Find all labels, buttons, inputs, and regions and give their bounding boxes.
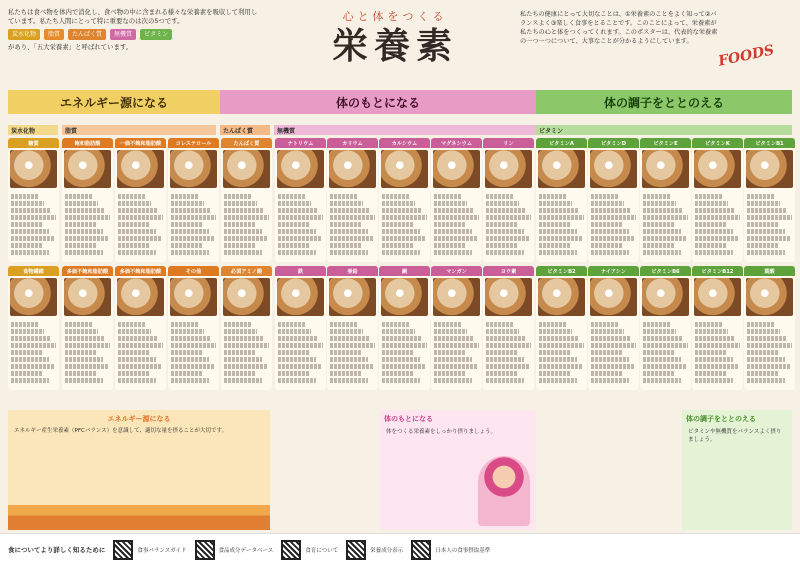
title-block <box>305 8 485 68</box>
nutrient-card-text <box>640 190 691 259</box>
nutrient-card-text <box>221 318 272 387</box>
nutrient-card <box>744 138 795 262</box>
nutrient-card <box>692 266 743 390</box>
nutrient-card-label: ビタミンK <box>692 138 743 148</box>
nutrient-card <box>327 138 378 262</box>
nutrient-card-label: ビタミンA <box>536 138 587 148</box>
nutrient-tags <box>8 29 260 40</box>
nutrient-card <box>221 138 272 262</box>
nutrient-card-text <box>379 318 430 387</box>
nutrient-card-text <box>327 190 378 259</box>
nutrient-card-label: 鉄 <box>275 266 326 276</box>
nutrient-card-text <box>275 190 326 259</box>
nutrient-card-text <box>168 318 219 387</box>
nutrient-card-label: ビタミンE <box>640 138 691 148</box>
nutrient-card-label: 必須アミノ酸 <box>221 266 272 276</box>
food-photo <box>590 150 637 188</box>
tag-carb: 炭水化物 <box>8 29 40 40</box>
food-photo <box>694 150 741 188</box>
nutrient-card-text <box>744 190 795 259</box>
subband-fat: 脂質 <box>62 125 216 135</box>
band-body: 体のもとになる <box>220 90 536 114</box>
condition-summary-text: ビタミンや無機質をバランスよく摂りましょう。 <box>688 429 782 443</box>
band-condition: 体の調子をととのえる <box>536 90 792 114</box>
nutrient-card-label: 葉酸 <box>744 266 795 276</box>
nutrient-card-label: コレステロール <box>168 138 219 148</box>
nutrient-card <box>536 138 587 262</box>
nutrient-card-label: 飽和脂肪酸 <box>62 138 113 148</box>
tag-fat: 脂質 <box>44 29 64 40</box>
nutrient-card-label: マグネシウム <box>431 138 482 148</box>
nutrient-card-label: 亜鉛 <box>327 266 378 276</box>
nutrient-card-text <box>536 190 587 259</box>
nutrient-card <box>8 266 59 390</box>
nutrient-card-text <box>483 318 534 387</box>
nutrient-card-text <box>692 318 743 387</box>
footer-bar <box>0 533 800 565</box>
food-photo <box>590 278 637 316</box>
condition-summary-title: 体の調子をととのえる <box>686 415 756 423</box>
nutrient-card-label: マンガン <box>431 266 482 276</box>
nutrient-card-label: ビタミンB2 <box>536 266 587 276</box>
nutrient-card-text <box>483 190 534 259</box>
foods-logo-text: FOODS <box>716 42 776 70</box>
energy-summary-text: エネルギー産生栄養素（PFCバランス）を意識して、適切な量を摂ることが大切です。 <box>14 428 228 434</box>
nutrient-card-label: ヨウ素 <box>483 266 534 276</box>
nutrient-card-text <box>692 190 743 259</box>
nutrient-card-text <box>8 318 59 387</box>
nutrient-card <box>115 138 166 262</box>
food-photo <box>170 278 217 316</box>
nutrient-card <box>168 266 219 390</box>
nutrient-card-text <box>379 190 430 259</box>
intro-panel <box>8 8 260 52</box>
nutrient-card-label: ビタミンB6 <box>640 266 691 276</box>
nutrient-card <box>483 138 534 262</box>
nutrient-card-label: カリウム <box>327 138 378 148</box>
body-summary-text: 体をつくる栄養素をしっかり摂りましょう。 <box>386 429 497 435</box>
nutrient-card-label: カルシウム <box>379 138 430 148</box>
nutrient-card <box>62 266 113 390</box>
right-extra-panel <box>540 410 678 530</box>
nutrient-card-text <box>588 190 639 259</box>
band-energy: エネルギー源になる <box>8 90 220 114</box>
food-photo <box>170 150 217 188</box>
food-photo <box>223 278 270 316</box>
nutrient-card-text <box>221 190 272 259</box>
nutrient-card-label: 多価不飽和脂肪酸 <box>62 266 113 276</box>
nutrient-card-label: リン <box>483 138 534 148</box>
nutrient-card-label: 一価不飽和脂肪酸 <box>115 138 166 148</box>
subband-protein: たんぱく質 <box>220 125 270 135</box>
nutrient-card <box>536 266 587 390</box>
food-photo <box>277 150 324 188</box>
nutrient-card <box>62 138 113 262</box>
nutrient-card-text <box>62 190 113 259</box>
nutrient-card-text <box>115 318 166 387</box>
nutrient-card <box>221 266 272 390</box>
nutrient-row-2 <box>8 266 792 394</box>
food-photo <box>64 278 111 316</box>
nutrient-card <box>588 266 639 390</box>
nutrient-card-text <box>431 318 482 387</box>
footer-link-2[interactable]: 食品成分データベース <box>195 540 274 560</box>
nutrient-card <box>275 138 326 262</box>
footer-link-4[interactable]: 栄養成分表示 <box>346 540 403 560</box>
nutrient-card-text <box>744 318 795 387</box>
footer-link-1[interactable]: 食事バランスガイド <box>113 540 186 560</box>
nutrient-card-label: ナトリウム <box>275 138 326 148</box>
nutrient-card <box>431 266 482 390</box>
page-title: 栄養素 <box>331 25 458 67</box>
nutrient-card <box>379 266 430 390</box>
food-photo <box>117 150 164 188</box>
food-photo <box>277 278 324 316</box>
nutrient-card <box>168 138 219 262</box>
food-photo <box>433 150 480 188</box>
nutrient-card-text <box>62 318 113 387</box>
nutrient-card-label: その他 <box>168 266 219 276</box>
nutrient-card-text <box>431 190 482 259</box>
nutrient-card <box>588 138 639 262</box>
nutrient-card <box>744 266 795 390</box>
food-photo <box>381 278 428 316</box>
food-photo <box>433 278 480 316</box>
nutrient-card <box>640 266 691 390</box>
qr-code-icon <box>113 540 133 560</box>
foods-logo <box>718 38 788 88</box>
food-photo <box>329 150 376 188</box>
subband-carb: 炭水化物 <box>8 125 58 135</box>
nutrient-card <box>327 266 378 390</box>
subband-mineral: 無機質 <box>274 125 536 135</box>
right-intro: 私たちの健康にとって大切なことは、①栄養素のことをよく知って②バランスよく③楽しく食事をとることです。このことによって、栄養素が私たちの心と体をつくってくれます。このポスターは、代表的な栄養素の一つ一つについて、大事なことが分かるようにしています。 <box>520 11 718 45</box>
tag-mineral: 無機質 <box>110 29 136 40</box>
nutrient-card <box>483 266 534 390</box>
food-photo <box>381 150 428 188</box>
title-sub: 心と体をつくる <box>342 10 448 23</box>
nutrient-card-text <box>168 190 219 259</box>
nutrient-card-text <box>275 318 326 387</box>
food-photo <box>746 278 793 316</box>
tag-protein: たんぱく質 <box>68 29 106 40</box>
energy-summary <box>8 410 270 530</box>
nutrient-card-label: 多価不飽和脂肪酸 <box>115 266 166 276</box>
subband-vitamin: ビタミン <box>536 125 792 135</box>
nutrient-card-label: たんぱく質 <box>221 138 272 148</box>
footer-link-5[interactable]: 日本人の食事摂取基準 <box>411 540 490 560</box>
food-photo <box>694 278 741 316</box>
intro-text-2: があり、「五大栄養素」と呼ばれています。 <box>8 43 133 51</box>
nutrient-card <box>431 138 482 262</box>
nutrient-card <box>379 138 430 262</box>
nutrient-card-text <box>588 318 639 387</box>
nutrient-card-label: ビタミンB12 <box>692 266 743 276</box>
condition-summary <box>682 410 792 530</box>
food-photo <box>64 150 111 188</box>
food-photo <box>10 278 57 316</box>
tag-vitamin: ビタミン <box>140 29 172 40</box>
food-photo <box>223 150 270 188</box>
nutrient-card-text <box>115 190 166 259</box>
nutrient-card-label: 糖質 <box>8 138 59 148</box>
intro-text: 私たちは食べ物を体内で消化し、食べ物の中に含まれる様々な栄養素を吸収して利用しています。私たち人間にとって特に重要なのは次の5つです。 <box>8 8 258 25</box>
nutrient-card-text <box>640 318 691 387</box>
qr-code-icon <box>411 540 431 560</box>
nutrient-card <box>115 266 166 390</box>
wave-illustration <box>8 494 270 530</box>
footer-lead: 食についてより詳しく知るために <box>8 546 106 554</box>
nutrient-card <box>8 138 59 262</box>
nutrient-grid <box>8 138 792 406</box>
food-photo <box>642 150 689 188</box>
nutrient-card-label: 食物繊維 <box>8 266 59 276</box>
food-photo <box>117 278 164 316</box>
nutrient-card <box>275 266 326 390</box>
body-summary-title: 体のもとになる <box>384 415 433 423</box>
body-summary <box>380 410 536 530</box>
food-photo <box>485 150 532 188</box>
nutrient-card <box>692 138 743 262</box>
food-photo <box>642 278 689 316</box>
food-photo <box>538 278 585 316</box>
nutrient-card <box>640 138 691 262</box>
qr-code-icon <box>195 540 215 560</box>
food-photo <box>538 150 585 188</box>
nutrient-card-text <box>8 190 59 259</box>
nutrient-row-1 <box>8 138 792 266</box>
qr-code-icon <box>346 540 366 560</box>
qr-code-icon <box>281 540 301 560</box>
footer-link-3[interactable]: 食育について <box>281 540 338 560</box>
mid-extra-panel <box>274 410 376 530</box>
energy-summary-title: エネルギー源になる <box>107 415 171 423</box>
woman-illustration <box>478 456 530 526</box>
food-photo <box>485 278 532 316</box>
nutrient-card-label: ビタミンD <box>588 138 639 148</box>
nutrient-card-text <box>327 318 378 387</box>
nutrient-card-label: 銅 <box>379 266 430 276</box>
nutrient-card-label: ナイアシン <box>588 266 639 276</box>
nutrient-card-label: ビタミンB1 <box>744 138 795 148</box>
food-photo <box>10 150 57 188</box>
food-photo <box>329 278 376 316</box>
food-photo <box>746 150 793 188</box>
nutrient-card-text <box>536 318 587 387</box>
